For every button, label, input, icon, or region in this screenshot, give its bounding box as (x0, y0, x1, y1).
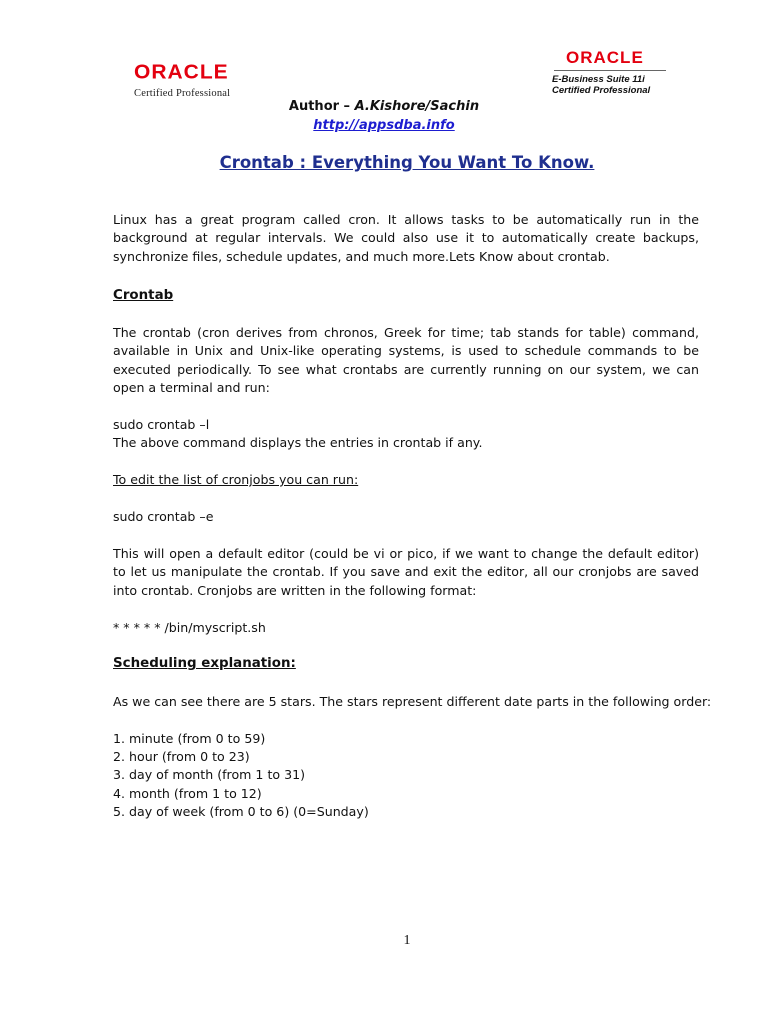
section-heading-crontab: Crontab (113, 288, 174, 303)
oracle-logo-wordmark: ORACLE (566, 48, 644, 67)
list-item: 5. day of week (from 0 to 6) (0=Sunday) (113, 804, 369, 819)
command-list-crontab: sudo crontab –l (113, 417, 210, 432)
document-title: Crontab : Everything You Want To Know. (219, 153, 595, 172)
oracle-logo-wordmark: ORACLE (134, 61, 229, 84)
list-item: 2. hour (from 0 to 23) (113, 749, 250, 764)
command-list-note: The above command displays the entries in crontab if any. (113, 435, 483, 450)
editor-paragraph: This will open a default editor (could be vi or pico, if we want to change the default editor) to let us manipulate the crontab. If you save and exit the editor, all our cronjobs are saved into crontab. Cronjobs are written in the following format: (113, 546, 699, 598)
list-item: 4. month (from 1 to 12) (113, 786, 262, 801)
edit-cronjobs-heading: To edit the list of cronjobs you can run: (113, 472, 359, 487)
logo-divider (554, 70, 666, 71)
format-example: * * * * * /bin/myscript.sh (113, 620, 266, 635)
section-heading-scheduling: Scheduling explanation: (113, 656, 296, 671)
logo-line-certified: Certified Professional (552, 85, 651, 96)
scheduling-intro: As we can see there are 5 stars. The stars represent different date parts in the following order: (113, 694, 712, 709)
list-item: 3. day of month (from 1 to 31) (113, 767, 306, 782)
logo-line-ebs: E-Business Suite 11i (552, 74, 645, 85)
list-item: 1. minute (from 0 to 59) (113, 731, 266, 746)
page-number: 1 (403, 933, 411, 948)
oracle-ebs-certified-logo (552, 49, 672, 96)
author-website-link[interactable]: http://appsdba.info (313, 118, 455, 133)
author-names: A.Kishore/Sachin (354, 99, 480, 114)
crontab-paragraph: The crontab (cron derives from chronos, Greek for time; tab stands for table) command, available in Unix and Unix-like operating systems, is used to schedule commands to be executed periodically. To see what crontabs are currently running on our system, we can open a terminal and run: (113, 325, 699, 395)
author-label: Author – (288, 99, 355, 114)
command-edit-crontab: sudo crontab –e (113, 509, 214, 524)
logo-subtitle: Certified Professional (134, 88, 231, 99)
author-line (0, 99, 768, 114)
intro-paragraph: Linux has a great program called cron. It allows tasks to be automatically run in the background at regular intervals. We could also use it to automatically create backups, synchronize files, schedule updates, and much more.Lets Know about crontab. (113, 212, 699, 264)
oracle-certified-professional-logo (134, 62, 250, 99)
